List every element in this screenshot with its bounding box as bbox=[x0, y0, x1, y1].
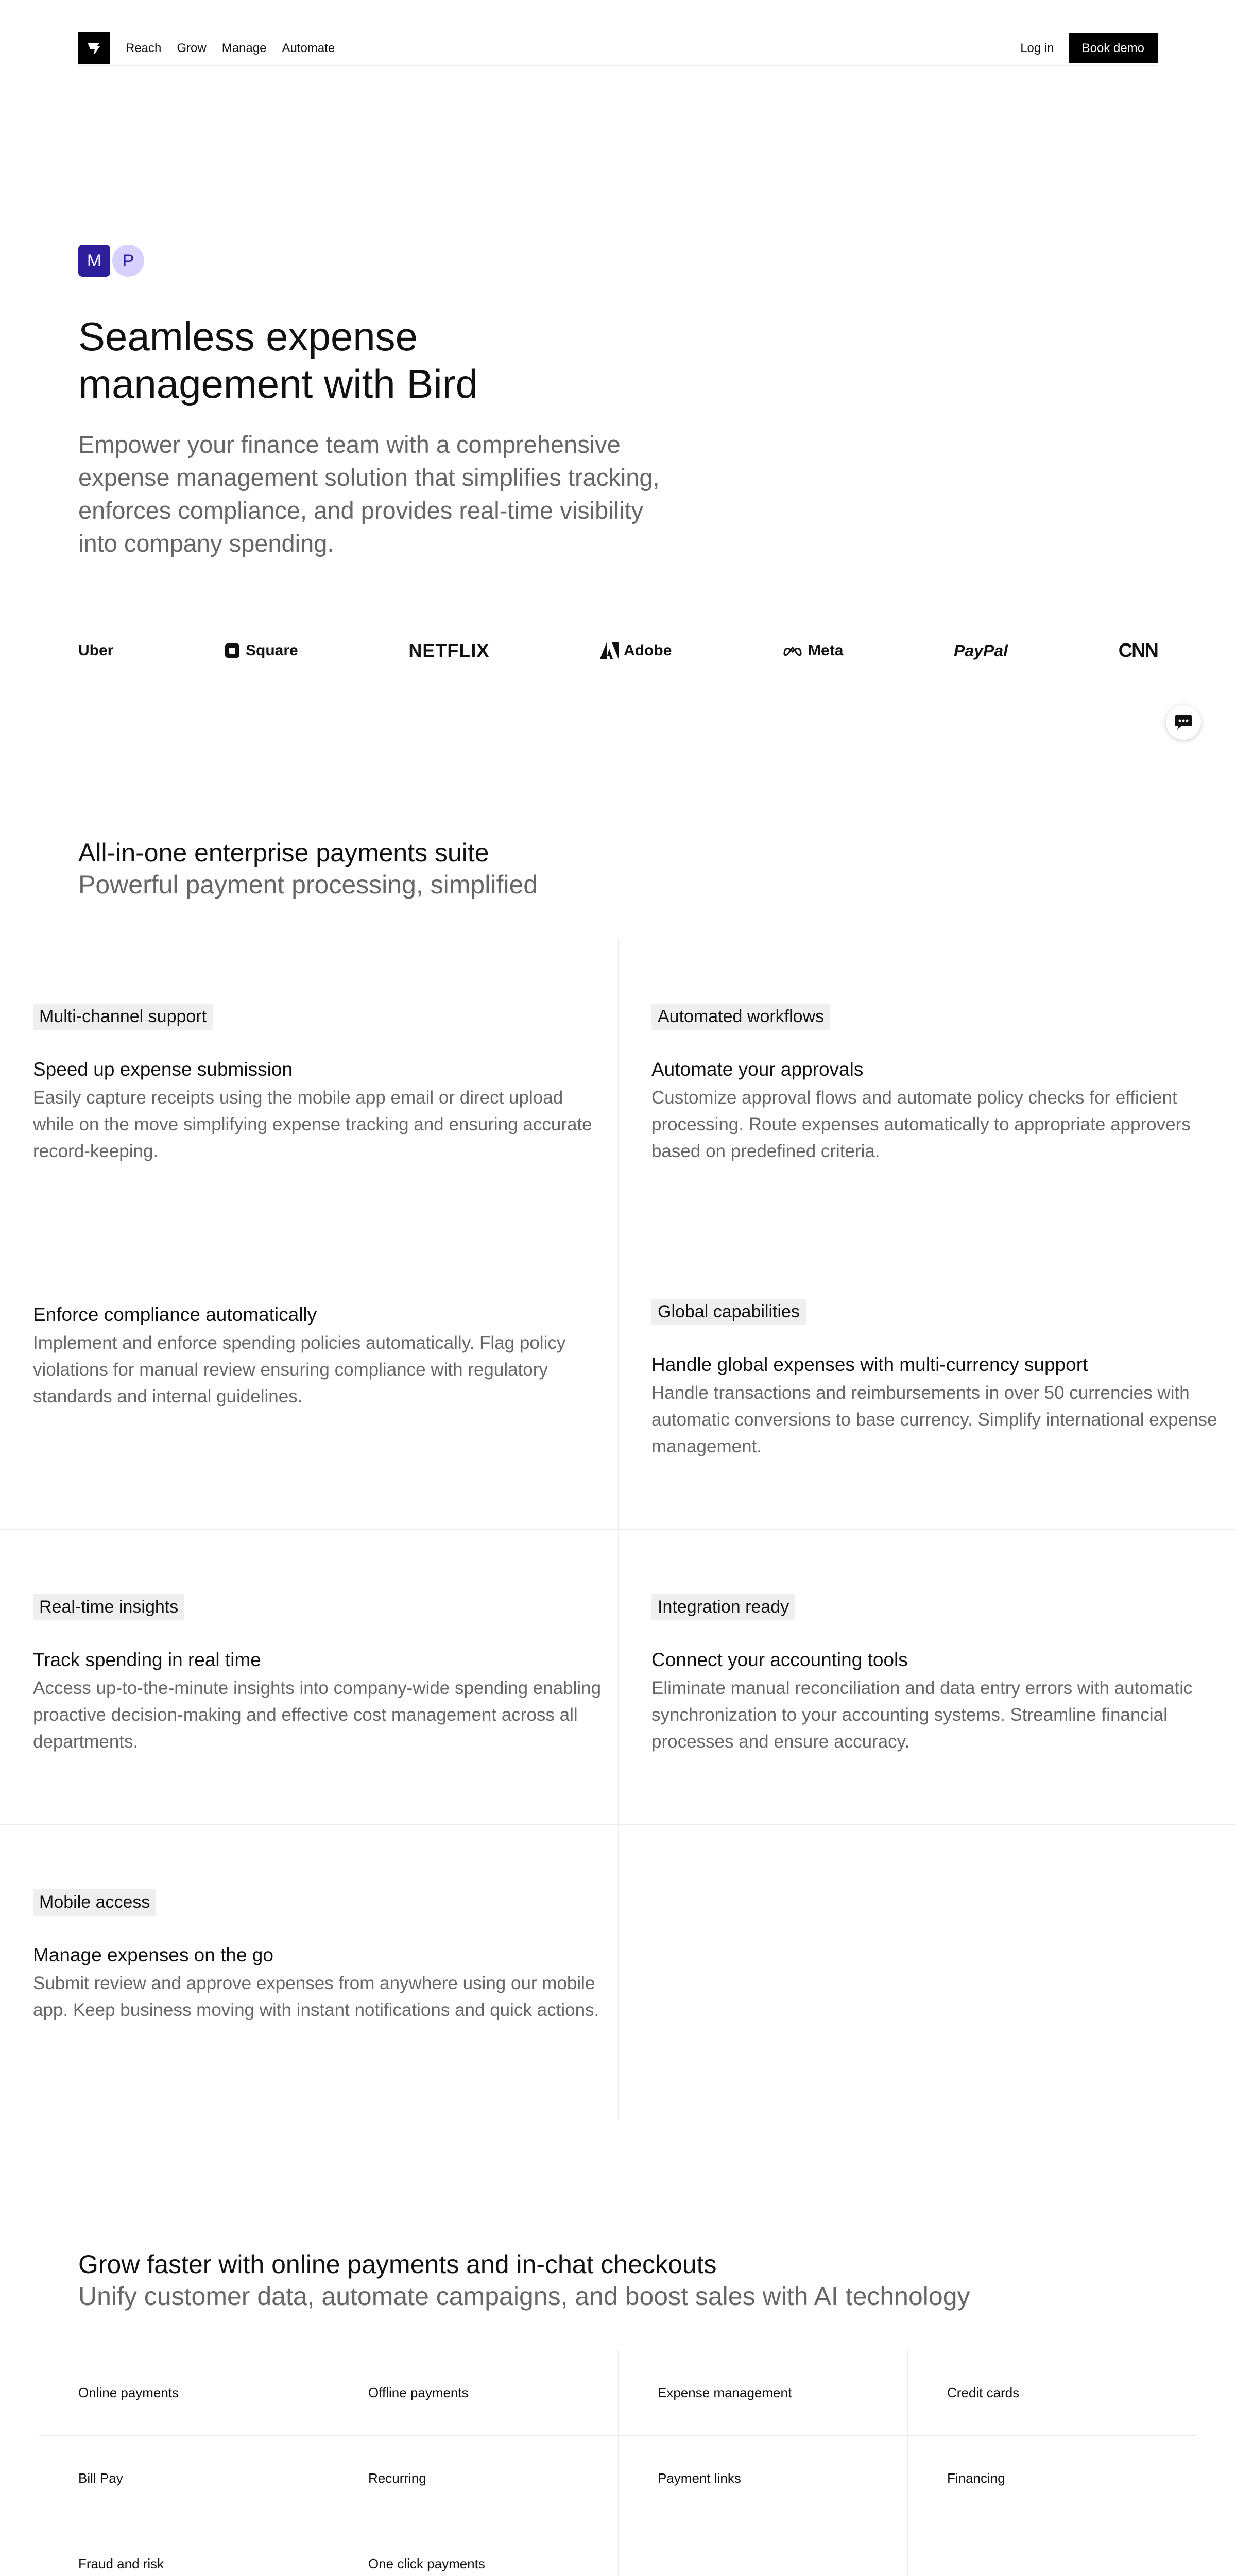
feature-grid bbox=[0, 939, 1236, 2120]
feature-row bbox=[0, 1530, 1236, 1825]
feature-row bbox=[0, 939, 1236, 1234]
feature-tag: Real-time insights bbox=[33, 1594, 184, 1620]
feature-row bbox=[0, 1234, 1236, 1530]
chat-icon bbox=[1174, 714, 1193, 731]
suite-subtitle: Powerful payment processing, simplified bbox=[78, 870, 538, 899]
book-demo-button[interactable]: Book demo bbox=[1069, 33, 1158, 63]
nav-link-automate[interactable]: Automate bbox=[282, 41, 335, 55]
hero-subtitle: Empower your finance team with a comprehensive expense management solution that simplifies tracking, enforces compliance, and provides real-time visibility into company spending. bbox=[78, 431, 660, 557]
bird-icon bbox=[85, 40, 103, 57]
feature-title: Track spending in real time bbox=[33, 1649, 261, 1670]
feature-desc: Easily capture receipts using the mobile app email or direct upload while on the move simplifying expense tracking and ensuring accurate record-keeping. bbox=[33, 1088, 592, 1161]
product-avatars bbox=[78, 245, 696, 277]
payment-link[interactable]: Payment links bbox=[618, 2436, 907, 2521]
payment-link[interactable]: Online payments bbox=[78, 2385, 179, 2400]
adobe-icon bbox=[600, 642, 619, 659]
square-icon bbox=[224, 642, 241, 659]
logo-meta-text: Meta bbox=[808, 642, 844, 659]
payment-empty bbox=[618, 2521, 907, 2576]
payment-link[interactable]: Offline payments bbox=[329, 2350, 618, 2435]
feature-title: Automate your approvals bbox=[651, 1059, 864, 1080]
payment-empty bbox=[907, 2521, 1197, 2576]
feature-title: Enforce compliance automatically bbox=[33, 1304, 317, 1325]
nav-link-reach[interactable]: Reach bbox=[126, 41, 162, 55]
feature-card bbox=[618, 1234, 1236, 1529]
nav-link-manage[interactable]: Manage bbox=[221, 41, 267, 55]
feature-desc: Access up-to-the-minute insights into company-wide spending enabling proactive decision-making and effective cost management across all departments. bbox=[33, 1678, 602, 1752]
feature-title: Connect your accounting tools bbox=[651, 1649, 908, 1670]
feature-desc: Handle transactions and reimbursements in over 50 currencies with automatic conversions to base currency. Simplify international expense management. bbox=[651, 1383, 1217, 1456]
payment-link[interactable]: Fraud and risk bbox=[78, 2556, 164, 2571]
feature-tag: Integration ready bbox=[651, 1594, 795, 1620]
payments-row bbox=[39, 2350, 1197, 2436]
logo-adobe bbox=[600, 642, 672, 659]
feature-card bbox=[618, 939, 1236, 1234]
top-nav bbox=[78, 31, 1158, 66]
feature-card-empty bbox=[618, 1825, 1236, 2120]
payment-link[interactable]: One click payments bbox=[329, 2521, 618, 2576]
payment-link[interactable]: Bill Pay bbox=[78, 2470, 123, 2486]
payment-link[interactable]: Credit cards bbox=[907, 2350, 1197, 2435]
hero-title: Seamless expense management with Bird bbox=[78, 314, 478, 406]
feature-card bbox=[0, 1825, 618, 2120]
feature-tag: Global capabilities bbox=[651, 1299, 806, 1325]
suite-title: All-in-one enterprise payments suite bbox=[78, 838, 489, 867]
payments-grid bbox=[39, 2350, 1197, 2576]
feature-title: Handle global expenses with multi-currency support bbox=[651, 1354, 1088, 1375]
logo-cnn: CNN bbox=[1118, 639, 1158, 662]
feature-desc: Implement and enforce spending policies automatically. Flag policy violations for manual review ensuring compliance with regulatory standards and internal guidelines. bbox=[33, 1333, 566, 1406]
logo-square-text: Square bbox=[246, 642, 298, 659]
logo-netflix: NETFLIX bbox=[408, 640, 490, 661]
login-link[interactable]: Log in bbox=[1020, 41, 1054, 55]
feature-card bbox=[0, 1530, 618, 1824]
feature-card bbox=[0, 1234, 618, 1529]
payments-row bbox=[39, 2436, 1197, 2521]
payments-badge: P bbox=[112, 245, 144, 277]
logo-square bbox=[224, 642, 298, 659]
feature-card bbox=[0, 939, 618, 1234]
meta-icon bbox=[782, 645, 803, 657]
feature-desc: Submit review and approve expenses from anywhere using our mobile app. Keep business moving with instant notifications and quick actions. bbox=[33, 1973, 599, 2020]
bird-logo[interactable] bbox=[78, 32, 110, 64]
manage-badge: M bbox=[78, 245, 110, 277]
payment-link[interactable]: Recurring bbox=[329, 2436, 618, 2521]
payments-title: Grow faster with online payments and in-chat checkouts bbox=[78, 2250, 717, 2279]
feature-desc: Customize approval flows and automate policy checks for efficient processing. Route expenses automatically to appropriate approvers based on predefined criteria. bbox=[651, 1088, 1191, 1161]
chat-button[interactable] bbox=[1166, 705, 1201, 740]
feature-title: Manage expenses on the go bbox=[33, 1944, 273, 1965]
logo-meta bbox=[782, 642, 843, 659]
nav-actions bbox=[1020, 33, 1158, 63]
payment-link[interactable]: Financing bbox=[907, 2436, 1197, 2521]
feature-card bbox=[618, 1530, 1236, 1824]
feature-tag: Mobile access bbox=[33, 1889, 156, 1916]
feature-desc: Eliminate manual reconciliation and data entry errors with automatic synchronization to your accounting systems. Streamline financial processes and ensure accuracy. bbox=[651, 1678, 1193, 1752]
feature-tag: Multi-channel support bbox=[33, 1004, 213, 1030]
logo-adobe-text: Adobe bbox=[624, 642, 672, 659]
logo-uber: Uber bbox=[78, 642, 114, 659]
payment-link[interactable]: Expense management bbox=[618, 2350, 907, 2435]
feature-tag: Automated workflows bbox=[651, 1004, 830, 1030]
customer-logos bbox=[78, 633, 1158, 669]
payments-subtitle: Unify customer data, automate campaigns, and boost sales with AI technology bbox=[78, 2282, 970, 2311]
feature-row bbox=[0, 1825, 1236, 2120]
hero-section bbox=[78, 245, 696, 560]
logo-paypal: PayPal bbox=[954, 641, 1008, 660]
feature-title: Speed up expense submission bbox=[33, 1059, 293, 1080]
payments-row bbox=[39, 2521, 1197, 2576]
nav-link-grow[interactable]: Grow bbox=[177, 41, 207, 55]
